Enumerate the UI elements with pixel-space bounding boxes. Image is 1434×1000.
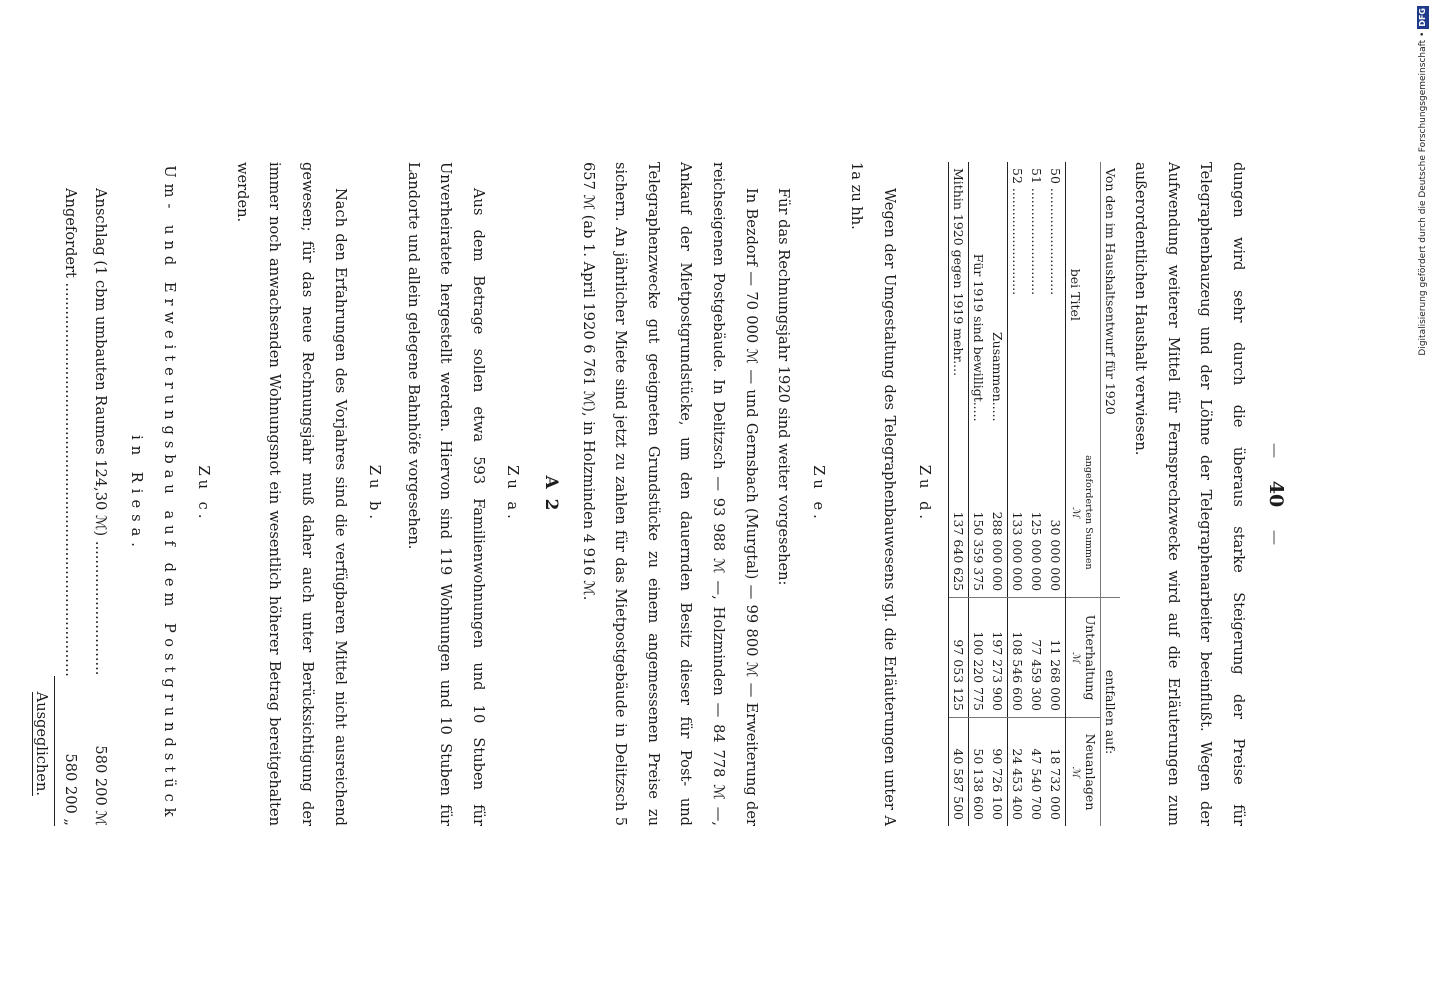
calc-row-requested [55,188,85,826]
col-unit-maintenance: ℳ [1069,652,1081,663]
granted-new: 50 138 600 [968,717,988,826]
col-header-maintenance: Unterhaltung [1082,614,1098,701]
calc-requested-value: 580 200 „ [62,753,80,826]
sum-maintenance: 197 273 900 [988,598,1008,718]
row-requested: 30 000 000 [1047,519,1063,592]
granted-requested: 150 359 375 [970,511,986,592]
dfg-logo: DFG [1417,8,1427,27]
cost-calculation [28,188,115,826]
zu-e-intro: Für das Rechnungsjahr 1920 sind weiter vorgesehen: [775,188,793,586]
heading-zu-e: Zu e. [809,465,827,523]
row-maintenance: 11 268 000 [1046,598,1066,718]
row-requested: 125 000 000 [1028,511,1044,592]
table-row [1046,162,1066,826]
col-unit-new: ℳ [1069,766,1081,778]
col-header-new: Neuanlagen [1082,733,1098,811]
col-header-requested: angeforderten Summen [1082,455,1094,570]
table-header-split: entfallen auf: [1100,598,1120,826]
calc-estimate-value: 580 200 ℳ [92,745,110,826]
more-new: 40 587 500 [948,717,968,826]
zu-c-subheading-2: in Riesa. [127,435,145,553]
row-requested: 133 000 000 [1009,511,1025,592]
table-row [1027,162,1046,826]
budget-table [948,162,1120,826]
row-new: 24 453 400 [1007,717,1027,826]
col-header-title: bei Titel [1065,162,1100,428]
row-new: 18 732 000 [1046,717,1066,826]
intro-paragraph: dungen wird sehr durch die überaus starke Steigerung der Preise für Telegraphenbauzeug und der Löhne der Telegraphenarbeiter beeinflußt. Wegen der Aufwendung weiterer Mittel für Fernsprechzwecke wird auf die Erläuterungen zum außerordentlichen Haushalt verwiesen. [1132,162,1247,826]
row-new: 47 540 700 [1027,717,1046,826]
sum-new: 90 726 100 [988,717,1008,826]
header-dash-right: — [1266,530,1284,545]
row-label: 51 ........................... [1028,168,1044,296]
row-label: 50 ........................... [1047,168,1063,296]
zu-c-subheading-1: Um- und Erweiterungsbau auf dem Postgrundstück [160,165,178,823]
digitization-credit [1411,6,1434,394]
zu-d-paragraph: Wegen der Umgestaltung des Telegraphenbauwesens vgl. die Erläuterungen unter A 1a zu hh. [848,162,899,826]
row-maintenance: 108 546 600 [1007,598,1027,718]
header-dash-left: — [1266,442,1284,458]
granted-maintenance: 100 220 775 [968,598,988,718]
row-label: 52 ........................... [1009,168,1025,296]
more-maintenance: 97 053 125 [948,598,968,718]
col-unit-requested: ℳ [1069,507,1081,518]
heading-zu-a: Zu a. [504,465,522,523]
zu-e-paragraph: In Bezdorf — 70 000 ℳ — und Gernsbach (Murgtal) — 99 800 ℳ — Erweiterung der reichseigenen Postgebäude. In Delitzsch — 93 988 ℳ —, Holzminden — 84 778 ℳ —, Ankauf der Mietpostgrundstücke, um den dauernden Besitz dieser für Post- und Telegraphenzwecke gut geeigneten Grundstücke zu einem angemessenen Preise zu sichern. An jährlicher Miete sind jetzt zu zahlen für das Mietpostgebäude in Delitzsch 5 657 ℳ (ab 1. April 1920 6 761 ℳ), in Holzminden 4 916 ℳ. [579,162,760,826]
calc-estimate-label: Anschlag (1 cbm umbauten Raumes 124,30 ℳ) ..... [85,188,115,676]
table-header-group: Von den im Haushaltsentwurf für 1920 [1100,162,1120,598]
more-requested: 137 640 625 [948,428,968,598]
heading-zu-c: Zu c. [195,465,213,523]
document-page [33,162,1290,826]
calc-requested-label: Angefordert ..... [55,188,85,676]
row-maintenance: 77 459 300 [1027,598,1046,718]
zu-a-paragraph: Aus dem Betrage sollen etwa 593 Familienwohnungen und 10 Stuben für Unverheiratete hergestellt werden. Hiervon sind 119 Wohnungen und 10 Stuben für Landorte und allein gelegene Bahnhöfe vorgesehen. [404,162,487,826]
zu-b-paragraph: Nach den Erfahrungen des Vorjahres sind die verfügbaren Mittel nicht ausreichend gewesen; für das neue Rechnungsjahr muß daher auch unter Berücksichtigung der immer noch anwachsenden Wohnungsnot ein wesentlich höherer Betrag bereitgehalten werden. [233,162,349,826]
table-row-more [948,162,968,826]
table-row [1007,162,1027,826]
more-label: Mithin 1920 gegen 1919 mehr.... [948,162,968,428]
page-header [1254,162,1290,826]
heading-zu-b: Zu b. [366,464,384,524]
credit-text: Digitalisierung gefördert durch die Deutsche Forschungsgemeinschaft • [1418,31,1428,356]
heading-zu-d: Zu d. [915,464,933,524]
balanced-note: Ausgeglichen. [33,691,51,796]
sum-label: Zusammen..... [988,162,1008,428]
sum-requested: 288 000 000 [988,428,1008,598]
page-number: 40 [1265,480,1287,508]
table-row-granted [968,162,988,826]
section-a2-heading: A 2 [541,475,562,513]
table-row-sum [988,162,1008,826]
calc-row-estimate [85,188,115,826]
granted-label: Für 1919 sind bewilligt..... [970,253,986,422]
